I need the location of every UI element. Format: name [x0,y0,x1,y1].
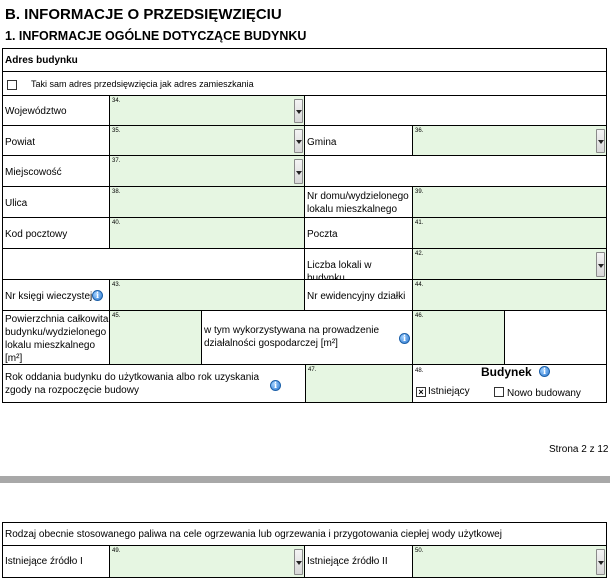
same-address-label: Taki sam adres przedsięwzięcia jak adres zamieszkania [31,79,254,89]
field-number: 47. [308,367,317,373]
nr-ksiegi-label: Nr księgi wieczystej [5,291,93,302]
info-icon[interactable] [92,290,103,301]
same-address-row [2,71,607,96]
nowo-budowany-checkbox[interactable] [494,387,504,397]
chevron-down-icon[interactable] [294,129,303,153]
powierzchnia-line3: lokalu mieszkalnego [5,340,96,351]
budynek-cell [412,364,607,403]
rok-oddania-line2: zgody na rozpoczęcie budowy [5,385,139,396]
nowo-budowany-label: Nowo budowany [507,388,581,399]
miejscowosc-label: Miejscowość [5,167,62,178]
info-icon[interactable] [399,333,410,344]
heating-title-cell [2,522,607,546]
powierzchnia-line1: Powierzchnia całkowita [5,314,109,325]
field-number: 36. [415,128,424,134]
field-number: 43. [112,282,121,288]
gmina-select[interactable] [412,125,607,156]
liczba-lokali-label: Liczba lokali w [307,260,372,271]
empty-cell [2,248,305,280]
rok-oddania-label-cell [2,364,306,403]
source2-label-cell [304,545,413,578]
chevron-down-icon[interactable] [294,549,303,575]
ulica-label-cell [2,186,110,218]
field-number: 40. [112,220,121,226]
wojewodztwo-label: Województwo [5,106,67,117]
budynek-title: Budynek [481,365,532,379]
nr-domu-input[interactable] [412,186,607,218]
field-number: 49. [112,548,121,554]
w-tym-input[interactable] [412,310,505,365]
powiat-label: Powiat [5,137,36,148]
chevron-down-icon[interactable] [294,99,303,123]
page-separator [0,476,610,483]
field-number: 37. [112,158,121,164]
same-address-checkbox[interactable] [7,80,17,90]
source1-select[interactable] [109,545,305,578]
nr-ewidencyjny-label: Nr ewidencyjny działki [307,291,406,302]
source1-label: Istniejące źródło I [5,556,83,567]
field-number: 34. [112,98,121,104]
chevron-down-icon[interactable] [596,129,605,153]
chevron-down-icon[interactable] [596,252,605,277]
nr-ksiegi-label-cell [2,279,110,311]
rok-oddania-input[interactable] [305,364,413,403]
heating-title: Rodzaj obecnie stosowanego paliwa na cele ogrzewania lub ogrzewania i przygotowania ciepłej wody użytkowej [5,529,502,540]
field-number: 46. [415,313,424,319]
empty-cell [304,155,607,187]
ulica-label: Ulica [5,198,28,209]
poczta-label: Poczta [307,229,338,240]
powierzchnia-input[interactable] [109,310,202,365]
field-number: 38. [112,189,121,195]
istniejacy-checkbox[interactable]: × [416,387,426,397]
nr-domu-label-cell [304,186,413,218]
kod-pocztowy-input[interactable] [109,217,305,249]
kod-pocztowy-label-cell [2,217,110,249]
field-number: 50. [415,548,424,554]
source1-label-cell [2,545,110,578]
nr-domu-label-line2: lokalu mieszkalnego [307,204,398,215]
wojewodztwo-select[interactable] [109,95,305,126]
field-number: 39. [415,189,424,195]
kod-pocztowy-label: Kod pocztowy [5,229,68,240]
w-tym-label-cell [201,310,413,365]
istniejacy-label: Istniejący [428,386,470,397]
powierzchnia-label-cell [2,310,110,365]
field-number: 42. [415,251,424,257]
info-icon[interactable] [270,380,281,391]
rok-oddania-line1: Rok oddania budynku do użytkowania albo rok uzyskania [5,372,260,383]
miejscowosc-select[interactable] [109,155,305,187]
info-icon[interactable] [539,366,550,377]
field-number: 35. [112,128,121,134]
field-number: 41. [415,220,424,226]
nr-ewidencyjny-label-cell [304,279,413,311]
nr-domu-label-line1: Nr domu/wydzielonego [307,191,409,202]
w-tym-line1: w tym wykorzystywana na prowadzenie [204,325,380,336]
gmina-label-cell [304,125,413,156]
subsection-title: 1. INFORMACJE OGÓLNE DOTYCZĄCE BUDYNKU [5,29,307,43]
ulica-input[interactable] [109,186,305,218]
empty-cell [304,95,607,126]
field-number: 44. [415,282,424,288]
address-header-cell [2,48,607,72]
gmina-label: Gmina [307,137,337,148]
chevron-down-icon[interactable] [294,159,303,184]
chevron-down-icon[interactable] [596,549,605,575]
powiat-label-cell [2,125,110,156]
address-title: Adres budynku [5,55,78,66]
liczba-lokali-select[interactable] [412,248,607,280]
field-number: 48. [415,368,424,374]
poczta-input[interactable] [412,217,607,249]
field-number: 45. [112,313,121,319]
page-number: Strona 2 z 12 [549,444,609,455]
empty-cell [504,310,607,365]
source2-select[interactable] [412,545,607,578]
nr-ksiegi-input[interactable] [109,279,305,311]
powierzchnia-line2: budynku/wydzielonego [5,327,107,338]
liczba-lokali-label-cell [304,248,413,280]
wojewodztwo-label-cell [2,95,110,126]
miejscowosc-label-cell [2,155,110,187]
w-tym-line2: działalności gospodarczej [m²] [204,338,338,349]
powierzchnia-line4: [m²] [5,353,23,364]
nr-ewidencyjny-input[interactable] [412,279,607,311]
section-title: B. INFORMACJE O PRZEDSIĘWZIĘCIU [5,6,282,23]
powiat-select[interactable] [109,125,305,156]
poczta-label-cell [304,217,413,249]
source2-label: Istniejące źródło II [307,556,388,567]
